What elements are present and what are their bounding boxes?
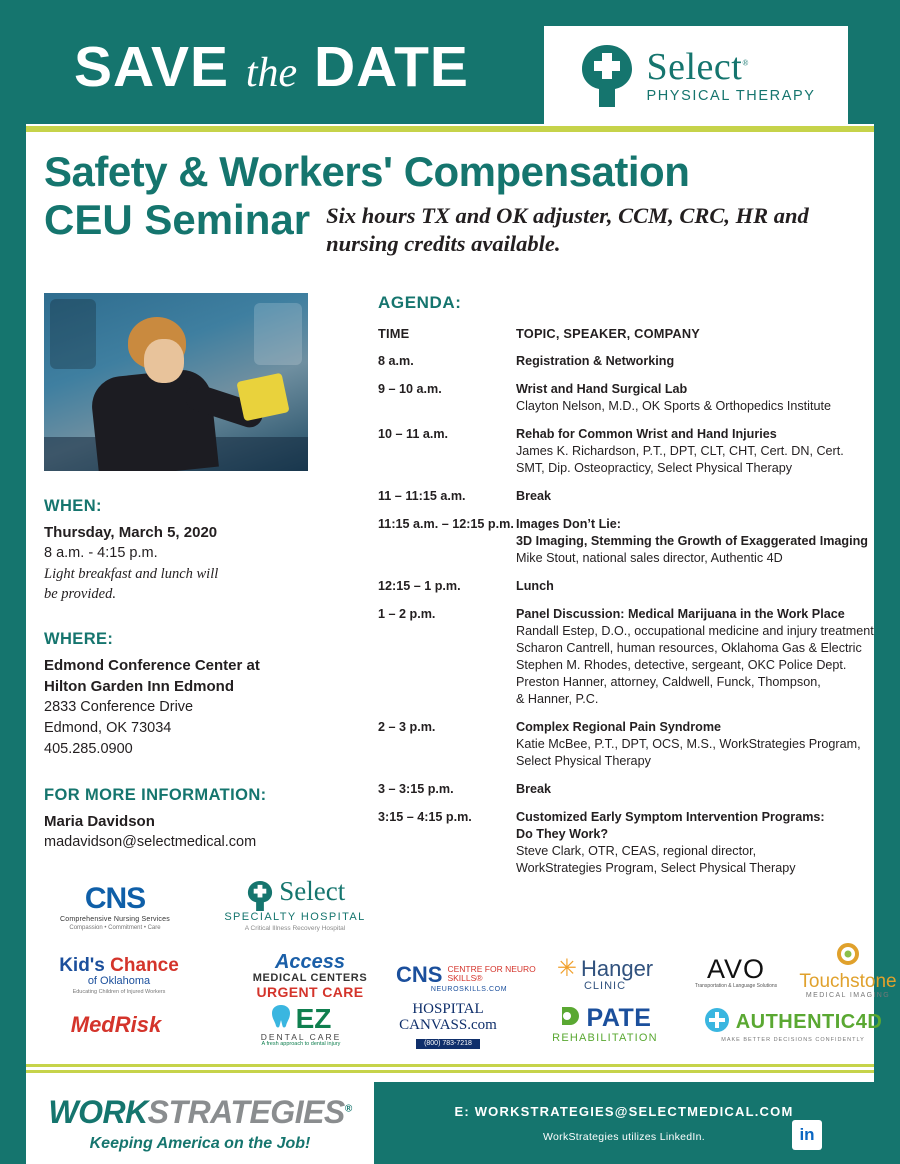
cns-nursing-sub: Comprehensive Nursing Services bbox=[60, 916, 170, 924]
avo-l1: AVO bbox=[706, 954, 765, 985]
touchstone-swirl-icon bbox=[835, 954, 861, 971]
kids-chance-l2: of Oklahoma bbox=[87, 975, 151, 988]
when-heading: WHEN: bbox=[44, 497, 102, 515]
frame-left-bar bbox=[0, 0, 26, 1164]
agenda-topic-title: Wrist and Hand Surgical Lab bbox=[516, 382, 688, 396]
access-l1: Access bbox=[274, 951, 346, 974]
agenda-topic-title-2: Do They Work? bbox=[516, 827, 609, 841]
touchstone-l2: MEDICAL IMAGING bbox=[805, 991, 891, 999]
agenda-topic-detail: Steve Clark, OTR, CEAS, regional director, bbox=[516, 844, 757, 858]
contact-name: Maria Davidson bbox=[44, 813, 155, 830]
agenda-topic-title: Complex Regional Pain Syndrome bbox=[516, 720, 722, 734]
when-block bbox=[44, 497, 319, 604]
agenda-topic-detail: Mike Stout, national sales director, Authentic 4D bbox=[516, 551, 783, 565]
kids-chance-l1b: Chance bbox=[110, 955, 179, 977]
agenda-row bbox=[378, 353, 874, 370]
authentic-l1a: AUTHENTIC bbox=[735, 1010, 856, 1033]
where-address: 2833 Conference Drive bbox=[44, 699, 194, 715]
agenda-row-topic bbox=[516, 606, 874, 708]
agenda-row bbox=[378, 781, 874, 798]
authentic-l2: MAKE BETTER DECISIONS CONFIDENTLY bbox=[721, 1036, 865, 1043]
when-note-line2: be provided. bbox=[44, 586, 116, 602]
cns-nursing-name: CNS bbox=[84, 881, 146, 915]
sponsor-logo-hospital-canvass bbox=[370, 1000, 526, 1048]
agenda-topic-detail: & Hanner, P.C. bbox=[516, 692, 599, 706]
agenda-topic-title: Lunch bbox=[516, 579, 554, 593]
pate-swoosh-icon bbox=[559, 1004, 583, 1033]
pate-l1: PATE bbox=[586, 1004, 652, 1033]
agenda-row-topic bbox=[516, 719, 874, 770]
access-l3: URGENT CARE bbox=[256, 983, 364, 1000]
save-word: SAVE bbox=[74, 35, 229, 99]
workstrategies-logo bbox=[26, 1082, 374, 1164]
hanger-asterisk-icon: ✳ bbox=[556, 954, 577, 982]
when-date: Thursday, March 5, 2020 bbox=[44, 524, 218, 541]
agenda-row bbox=[378, 488, 874, 505]
sponsor-logo-hanger-clinic bbox=[532, 950, 678, 998]
agenda-topic-detail: Scharon Cantrell, human resources, Oklahoma Gas & Electric bbox=[516, 641, 862, 655]
agenda-heading: AGENDA: bbox=[378, 293, 462, 312]
cns-neuro-center: CENTRE FOR NEURO SKILLS® bbox=[447, 963, 536, 984]
sponsor-logo-select-specialty bbox=[192, 866, 398, 944]
date-word: DATE bbox=[314, 35, 469, 99]
agenda-topic-title: Registration & Networking bbox=[516, 354, 675, 368]
agenda-col-topic-header: TOPIC, SPEAKER, COMPANY bbox=[516, 326, 701, 341]
footer-note: WorkStrategies utilizes LinkedIn. bbox=[542, 1130, 706, 1143]
contact-heading: FOR MORE INFORMATION: bbox=[44, 786, 267, 804]
page-subtitle: Six hours TX and OK adjuster, CCM, CRC, HR and nursing credits available. bbox=[326, 203, 809, 256]
agenda-topic-title: Break bbox=[516, 782, 552, 796]
agenda-row-time: 8 a.m. bbox=[378, 354, 414, 368]
when-time: 8 a.m. - 4:15 p.m. bbox=[44, 545, 158, 561]
where-venue-line1: Edmond Conference Center at bbox=[44, 657, 260, 674]
touchstone-l1: Touchstone bbox=[799, 970, 897, 992]
agenda-row bbox=[378, 516, 874, 567]
select-specialty-tag: A Critical Illness Recovery Hospital bbox=[244, 924, 346, 932]
contact-block bbox=[44, 786, 319, 853]
avo-l2: Transportation & Language Solutions bbox=[694, 982, 778, 989]
sponsor-logo-ez-dental bbox=[226, 998, 376, 1054]
tree-cross-icon bbox=[576, 43, 638, 109]
authentic-l1b: 4D bbox=[855, 1010, 883, 1033]
agenda-row-time: 1 – 2 p.m. bbox=[378, 607, 436, 621]
agenda-topic-title: Rehab for Common Wrist and Hand Injuries bbox=[516, 427, 777, 441]
agenda-topic-detail: WorkStrategies Program, Select Physical Therapy bbox=[516, 861, 796, 875]
agenda-topic-detail: Preston Hanner, attorney, Caldwell, Funck, Thompson, bbox=[516, 675, 821, 689]
access-l2: MEDICAL CENTERS bbox=[252, 972, 368, 985]
footer bbox=[26, 1082, 874, 1164]
agenda-row-topic bbox=[516, 353, 874, 370]
title-block bbox=[44, 148, 870, 258]
where-venue-line2: Hilton Garden Inn Edmond bbox=[44, 678, 234, 695]
agenda-row-time: 11:15 a.m. – 12:15 p.m. bbox=[378, 517, 514, 531]
cns-neuro-big: CNS bbox=[396, 961, 443, 987]
kids-chance-l3: Educating Children of Injured Workers bbox=[72, 988, 166, 995]
sponsor-logo-cns-neuro bbox=[396, 950, 542, 1006]
contact-email[interactable]: madavidson@selectmedical.com bbox=[44, 834, 257, 850]
agenda-row bbox=[378, 381, 874, 415]
agenda-col-time-header: TIME bbox=[378, 326, 410, 341]
divider-under-header bbox=[26, 126, 874, 135]
hanger-l1: Hanger bbox=[580, 955, 654, 981]
frame-top-bar bbox=[0, 0, 900, 16]
sponsor-logos bbox=[40, 862, 897, 1052]
agenda-topic-detail: Randall Estep, D.O., occupational medicine and injury treatment bbox=[516, 624, 874, 638]
sponsor-logo-access-medical bbox=[226, 950, 394, 1002]
select-specialty-sub: SPECIALTY HOSPITAL bbox=[224, 911, 366, 924]
logo-sub-text: PHYSICAL THERAPY bbox=[646, 88, 816, 105]
header-banner bbox=[26, 16, 874, 124]
agenda-row-time: 9 – 10 a.m. bbox=[378, 382, 442, 396]
select-specialty-tree-icon bbox=[245, 887, 279, 904]
agenda-row bbox=[378, 426, 874, 477]
footer-contact bbox=[374, 1082, 874, 1164]
footer-email[interactable]: E: WORKSTRATEGIES@SELECTMEDICAL.COM bbox=[454, 1103, 794, 1119]
linkedin-icon[interactable]: in bbox=[792, 1120, 822, 1150]
sponsor-logo-touchstone bbox=[782, 944, 900, 998]
left-column bbox=[44, 293, 319, 853]
logo-brand-text: Select bbox=[646, 46, 743, 89]
agenda-topic-detail: Stephen M. Rhodes, detective, sergeant, OKC Police Dept. bbox=[516, 658, 847, 672]
divider-above-footer bbox=[26, 1064, 874, 1073]
agenda-topic-detail: Select Physical Therapy bbox=[516, 754, 651, 768]
agenda-header-row bbox=[378, 325, 874, 342]
ws-tagline: Keeping America on the Job! bbox=[89, 1134, 311, 1152]
ez-l1: EZ bbox=[295, 1002, 332, 1034]
agenda-rows bbox=[378, 353, 874, 877]
where-block bbox=[44, 630, 319, 760]
canvass-l1: HOSPITAL CANVASS.com bbox=[399, 1000, 497, 1033]
agenda-row-time: 3:15 – 4:15 p.m. bbox=[378, 810, 472, 824]
pate-l2: REHABILITATION bbox=[552, 1031, 658, 1044]
tooth-icon bbox=[271, 1004, 291, 1033]
registered-mark-icon: ® bbox=[742, 58, 749, 68]
select-physical-therapy-logo bbox=[544, 26, 848, 126]
sponsor-logo-authentic-4d bbox=[682, 1002, 900, 1048]
page-title-line2: CEU Seminar bbox=[44, 196, 311, 243]
agenda-topic-title-2: 3D Imaging, Stemming the Growth of Exaggerated Imaging bbox=[516, 534, 868, 548]
agenda-row-time: 12:15 – 1 p.m. bbox=[378, 579, 461, 593]
sponsor-logo-avo bbox=[680, 948, 792, 996]
agenda-row-topic bbox=[516, 516, 874, 567]
agenda-row bbox=[378, 578, 874, 595]
authentic-shield-icon bbox=[704, 1007, 730, 1038]
agenda-row bbox=[378, 606, 874, 708]
where-phone[interactable]: 405.285.0900 bbox=[44, 741, 133, 757]
agenda-topic-title: Customized Early Symptom Intervention Programs: bbox=[516, 810, 825, 824]
agenda-topic-detail: SMT, Dip. Osteopracticy, Select Physical Therapy bbox=[516, 461, 792, 475]
agenda-row-time: 2 – 3 p.m. bbox=[378, 720, 436, 734]
canvass-l2: (800) 783-7218 bbox=[416, 1039, 480, 1048]
hanger-l2: CLINIC bbox=[583, 979, 627, 992]
kids-chance-l1a: Kid's bbox=[59, 955, 105, 977]
the-word: the bbox=[245, 50, 298, 96]
agenda-row-time: 10 – 11 a.m. bbox=[378, 427, 449, 441]
select-specialty-brand: Select bbox=[279, 876, 346, 907]
agenda-topic-detail: Clayton Nelson, M.D., OK Sports & Orthopedics Institute bbox=[516, 399, 831, 413]
when-note-line1: Light breakfast and lunch will bbox=[44, 566, 219, 582]
agenda-row-topic bbox=[516, 488, 874, 505]
where-city: Edmond, OK 73034 bbox=[44, 720, 172, 736]
agenda-topic-title: Break bbox=[516, 489, 552, 503]
sponsor-logo-pate-rehab bbox=[530, 998, 680, 1050]
agenda-section bbox=[378, 293, 874, 888]
sponsor-logo-kids-chance bbox=[44, 950, 194, 1002]
ws-logo-work: WORK bbox=[48, 1093, 148, 1130]
agenda-topic-detail: Katie McBee, P.T., DPT, OCS, M.S., WorkStrategies Program, bbox=[516, 737, 861, 751]
seminar-photo bbox=[44, 293, 308, 471]
agenda-row-topic bbox=[516, 578, 874, 595]
page-title: Safety & Workers' Compensation bbox=[44, 148, 690, 195]
agenda-topic-detail: James K. Richardson, P.T., DPT, CLT, CHT, Cert. DN, Cert. bbox=[516, 444, 844, 458]
cns-nursing-tag: Compassion • Commitment • Care bbox=[69, 924, 161, 931]
agenda-row-time: 11 – 11:15 a.m. bbox=[378, 489, 466, 503]
ez-l3: A fresh approach to dental injury bbox=[261, 1041, 341, 1048]
medrisk-l1: MedRisk bbox=[70, 1012, 162, 1038]
ws-logo-strategies: STRATEGIES bbox=[147, 1093, 345, 1130]
cns-neuro-url: NEUROSKILLS.COM bbox=[430, 985, 508, 993]
agenda-row-topic bbox=[516, 781, 874, 798]
agenda-row-topic bbox=[516, 381, 874, 415]
sponsor-logo-cns-nursing bbox=[44, 876, 186, 938]
ez-l2: DENTAL CARE bbox=[260, 1032, 342, 1043]
agenda-topic-title: Images Don’t Lie: bbox=[516, 517, 621, 531]
agenda-row bbox=[378, 719, 874, 770]
sponsor-logo-medrisk bbox=[46, 1002, 186, 1048]
ws-registered-icon: ® bbox=[344, 1102, 352, 1114]
save-the-date-heading bbox=[26, 35, 518, 105]
agenda-row-time: 3 – 3:15 p.m. bbox=[378, 782, 454, 796]
agenda-row-topic bbox=[516, 426, 874, 477]
where-heading: WHERE: bbox=[44, 630, 114, 648]
agenda-topic-title: Panel Discussion: Medical Marijuana in the Work Place bbox=[516, 607, 845, 621]
